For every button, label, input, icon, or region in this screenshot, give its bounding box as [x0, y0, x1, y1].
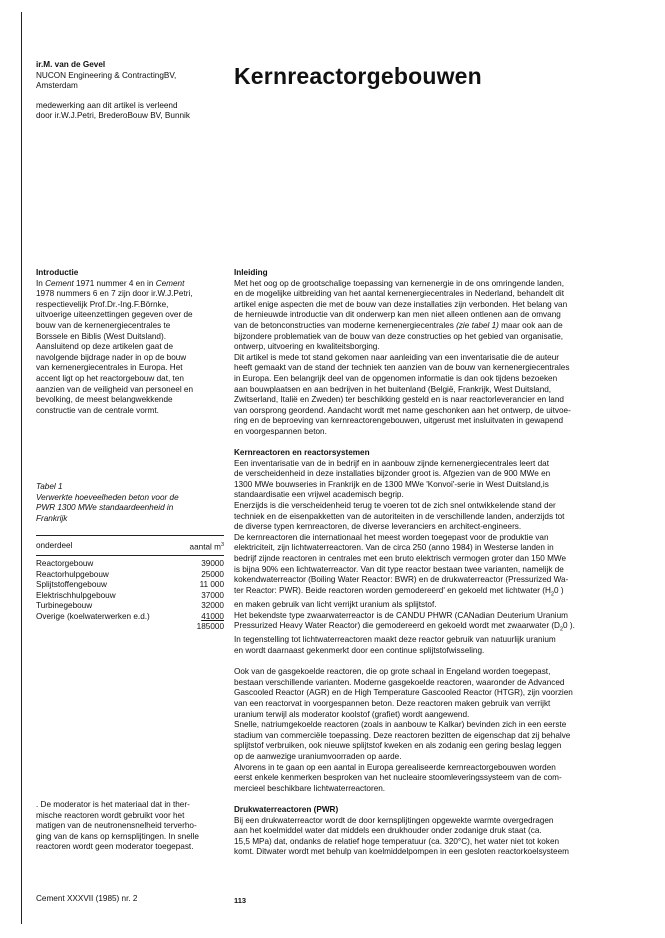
body-line: Ook van de gasgekoelde reactoren, die op grote schaal in Engeland worden toegepast,	[234, 667, 551, 677]
row-value: 25000	[201, 569, 224, 579]
body-line: en de mogelijke uitbreiding van het aantal kernenergiecentrales in Nederland, behandelt dit	[234, 289, 564, 299]
body-line: van de betonconstructies van moderne kernenergiecentrales (zie tabel 1) maar ook aan de	[234, 320, 563, 330]
body-line: stadium van commerciële toepassing. Deze reactoren bezitten de eigenschap dat zij behalve	[234, 730, 571, 740]
body-line: ring en de beproeving van kernreactorengebouwen, uitgerust met insluitvaten in gewapend	[234, 416, 564, 426]
journal-footer: Cement XXXVII (1985) nr. 2	[36, 894, 138, 903]
body-line: heeft gemaakt van de stand der techniek ten aanzien van de bouw van kernenergiecentrales	[234, 363, 570, 373]
body-line: standaardisatie een vrijwel academisch begrip.	[234, 490, 404, 500]
collaboration-line-2: door ir.W.J.Petri, BrederoBouw BV, Bunnik	[36, 111, 190, 121]
article-title: Kernreactorgebouwen	[234, 63, 482, 89]
body-line: de verscheidenheid in deze installaties bijzonder groot is. Afgezien van de 900 MWe en	[234, 469, 551, 479]
concrete-table	[36, 535, 224, 633]
body-line: Zwitserland, Italië en Zweden) ter beschikking gesteld en is naar reactorleverancier en land	[234, 395, 564, 405]
reactoren-heading: Kernreactoren en reactorsystemen	[234, 448, 370, 458]
introductie-section	[36, 268, 228, 416]
footnote	[36, 800, 228, 853]
table-row	[36, 580, 224, 591]
body-line: uranium terwijl als moderator koolstof (grafiet) wordt aangewend.	[234, 709, 470, 719]
left-margin-rule	[21, 12, 22, 924]
body-line: de hernieuwde introductie van dit onderwerp kan men niet alleen ontlenen aan de omvang	[234, 310, 561, 320]
table-header-row	[36, 536, 224, 556]
page-number: 113	[234, 896, 247, 905]
table-caption-line: Verwerkte hoeveelheden beton voor de	[36, 492, 179, 502]
body-line: aan het koelmiddel water dat middels een drukhouder onder zodanige druk staat (ca.	[234, 826, 542, 836]
column-header: aantal $m^3$	[189, 542, 224, 552]
body-line: en wordt daarnaast gekenmerkt door een continue splijtstofwisseling.	[234, 646, 485, 656]
body-line: van een reactorvat in voorgespannen beton. Deze reactoren maken gebruik van verrijkt	[234, 699, 551, 709]
body-line: Een inventarisatie van de in bedrijf en in aanbouw zijnde kernenergiecentrales leert dat	[234, 458, 549, 468]
body-line: de diverse typen kernreactoren, de diverse leveranciers en architect-engineers.	[234, 522, 522, 532]
footnote-line: . De moderator is het materiaal dat in ther-	[36, 800, 190, 809]
table-row	[36, 601, 224, 612]
body-line: in Europa. Een belangrijk deel van de opgenomen informatie is dan ook tijdens bezoeken	[234, 373, 558, 383]
row-label: Turbinegebouw	[36, 601, 93, 611]
row-value: 11 000	[199, 580, 224, 590]
body-line: De kernreactoren die internationaal het meest worden toegepast voor de produktie van	[234, 532, 549, 542]
introductie-line: Aansluitend op deze artikelen gaat de	[36, 342, 174, 352]
table-caption-line: Frankrijk	[36, 513, 68, 523]
author-block	[36, 60, 236, 122]
body-line: van oorsprong geordend. Aandacht wordt met name geschonken aan het ontwerp, de uitvoe-	[234, 405, 571, 415]
main-column	[234, 268, 630, 858]
body-line: Enerzijds is die verscheidenheid terug te voeren tot de zich snel ontwikkelende stand der	[234, 501, 556, 511]
footnote-line: ging van de kans op kernsplijtingen. In snelle	[36, 831, 199, 841]
body-line: op de aanwezige uraniumvoorraden op aarde.	[234, 752, 402, 761]
row-value: 32000	[201, 601, 224, 611]
row-label: Reactorhulpgebouw	[36, 569, 109, 579]
column-header: onderdeel	[36, 541, 73, 551]
data-table	[36, 535, 224, 633]
body-line: artikel enige aspecten die met de bouw van deze installaties zijn verbonden. Het belang van	[234, 299, 568, 309]
introductie-line: accent ligt op het reactorgebouw dat, ten	[36, 373, 184, 383]
body-line: Bij een drukwaterreactor wordt de door kernsplijtingen opgewekte warmte overgedragen	[234, 815, 554, 825]
body-line: ter Reactor: PWR). Beide reactoren worden gemodereerd' en gekoeld met lichtwater ($H_20$ )	[234, 585, 564, 598]
row-label: Splijtstoffengebouw	[36, 580, 107, 590]
table-total: 185000	[196, 622, 224, 632]
body-line: 15,5 MPa) dat, ondanks de relatief hoge temperatuur (ca. 320°C), het water niet tot koken	[234, 836, 560, 846]
body-line: kokendwaterreactor (Boiling Water Reactor: BWR) en de drukwaterreactor (Pressurized Wa-	[234, 575, 569, 585]
author-name: ir.M. van de Gevel	[36, 60, 106, 69]
body-line: Alvorens in te gaan op een aantal in Europa gerealiseerde kernreactorgebouwen worden	[234, 762, 556, 772]
introductie-heading: Introductie	[36, 268, 79, 277]
body-line: Gascooled Reactor (AGR) en de High Temperature Gascooled Reactor (HTGR), zijn voorzien	[234, 688, 573, 698]
body-line: komt. Ditwater wordt met behulp van koelmiddelpompen in een gesloten reactorkoelsysteem	[234, 847, 569, 857]
introductie-line: 1978 nummers 6 en 7 zijn door ir.W.J.Petri,	[36, 289, 193, 299]
pwr-heading: Drukwaterreactoren (PWR)	[234, 804, 339, 814]
introductie-line: respectievelijk Prof.Dr.-Ing.F.Börnke,	[36, 299, 169, 309]
introductie-line: aanzien van de veiligheid van personeel en	[36, 384, 194, 394]
body-line: bedrijf zijnde reactoren in centrales met een bruto elektrisch vermogen groter dan 150 MWe	[234, 554, 567, 564]
author-affiliation: NUCON Engineering & ContractingBV,	[36, 70, 177, 80]
introductie-line: van kernenergiecentrales in Europa. Het	[36, 363, 183, 373]
inleiding-heading: Inleiding	[234, 268, 268, 277]
body-line: elektriciteit, zijn lichtwaterreactoren. Van de circa 250 (anno 1984) in Westerse landen in	[234, 543, 554, 553]
body-line: ontwerp, uitvoering en kwaliteitsborging.	[234, 342, 380, 352]
body-line: techniek en de eisenpakketten van de autoriteiten in de verschillende landen, anderzijds tot	[234, 511, 565, 521]
body-line: is bijna 90% een lichtwaterreactor. Van dit type reactor bestaan twee varianten, namelijk de	[234, 564, 564, 574]
body-line: eerst enkele kenmerken besproken van het nucleaire stoomleveringssysteem van de com-	[234, 773, 562, 783]
table-row	[36, 570, 224, 581]
body-line: aan bouwplaatsen en aan bedrijven in het buitenland (België, Frankrijk, West Duitsland,	[234, 384, 552, 394]
body-line: en maken gebruik van licht verrijkt uranium als splijtstof.	[234, 600, 437, 610]
body-line: 1300 MWe bouwseries in Frankrijk en de 1300 MWe 'Konvoi'-serie in West Duitsland,is	[234, 479, 549, 489]
body-line: en voorgespannen beton.	[234, 426, 327, 436]
introductie-line: bevolking, de meest belangwekkende	[36, 395, 173, 405]
table-total-row	[36, 622, 224, 633]
footnote-line: mische reactoren wordt gebruikt voor het	[36, 810, 185, 820]
row-value: 39000	[201, 559, 224, 569]
body-line: Met het oog op de grootschalige toepassing van kernenergie in de ons omringende landen,	[234, 278, 565, 288]
body-line: In tegenstelling tot lichtwaterreactoren maakt deze reactor gebruik van natuurlijk uranium	[234, 635, 556, 645]
row-label: Overige (koelwaterwerken e.d.)	[36, 611, 150, 621]
collaboration-line-1: medewerking aan dit artikel is verleend	[36, 100, 178, 110]
table-row	[36, 591, 224, 602]
row-value: 37000	[201, 590, 224, 600]
body-line: mercieel beschikbare lichtwaterreactoren.	[234, 783, 386, 793]
body-line: bijzondere problematiek van de bouw van deze constructies op het gebied van organisatie,	[234, 331, 564, 341]
table-row	[36, 559, 224, 570]
footnote-line: reactoren wordt geen moderator toegepast.	[36, 842, 194, 852]
body-line: Snelle, natriumgekoelde reactoren (zoals in aanbouw te Kalkar) bevinden zich in een eerste	[234, 720, 567, 730]
introductie-line: uitvoerige uiteenzettingen gegeven over de	[36, 310, 193, 320]
body-line: Dit artikel is mede tot stand gekomen naar aanleiding van een inventarisatie die de auteur	[234, 352, 559, 362]
body-line: splijtstof verbruiken, ook nieuwe splijtstof kweken en als zodanig een gering beslag leggen	[234, 741, 562, 751]
introductie-line: navolgende bijdrage nader in op de bouw	[36, 352, 187, 362]
body-line: bestaan verschillende varianten. Moderne gasgekoelde reactoren, waaronder de Advanced	[234, 677, 565, 687]
introductie-line: Borssele en Biblis (West Duitsland).	[36, 331, 166, 341]
body-line: Het bekendste type zwaarwaterreactor is de CANDU PHWR (CANadian Deuterium Uranium	[234, 610, 568, 620]
table-caption-line: Tabel 1	[36, 482, 63, 491]
table-row	[36, 612, 224, 623]
table-caption	[36, 482, 228, 524]
row-value: 41000	[201, 611, 224, 621]
row-label: Reactorgebouw	[36, 559, 94, 569]
table-caption-line: PWR 1300 MWe standaardeenheid in	[36, 503, 174, 513]
row-label: Elektrischhulpgebouw	[36, 590, 116, 600]
footnote-line: matigen van de neutronensnelheid terverho-	[36, 821, 197, 831]
body-line: Pressurized Heavy Water Reactor) die gemodereerd en gekoeld wordt met zwaarwater ($D_20$ ).	[234, 621, 575, 633]
introductie-line: In Cement 1971 nummer 4 en in Cement	[36, 278, 185, 288]
author-city: Amsterdam	[36, 81, 78, 91]
introductie-line: bouw van de kernenergiecentrales te	[36, 320, 171, 330]
introductie-line: constructie van de centrale vormt.	[36, 405, 159, 415]
